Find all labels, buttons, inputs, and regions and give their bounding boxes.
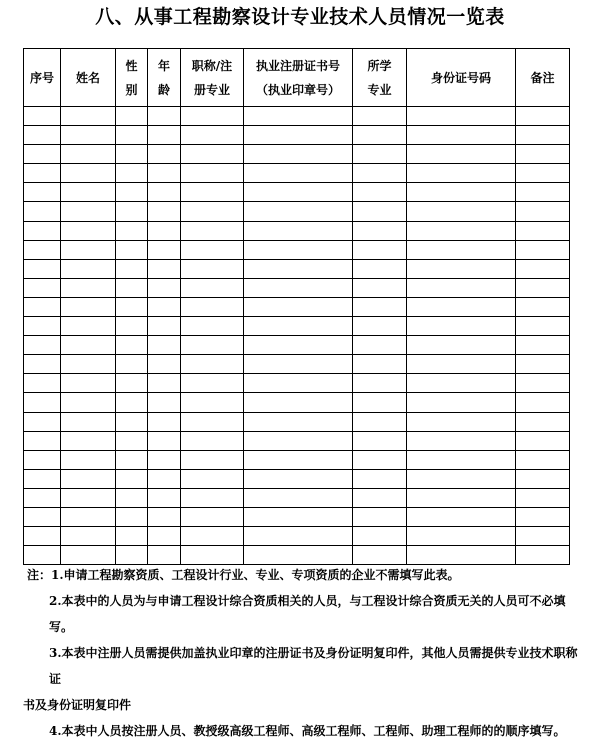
- table-row: [24, 126, 570, 145]
- table-cell: [353, 336, 407, 355]
- table-cell: [61, 317, 116, 336]
- table-row: [24, 355, 570, 374]
- table-cell: [116, 507, 148, 526]
- note-3-continued: 书及身份证明复印件: [23, 698, 132, 712]
- table-cell: [61, 240, 116, 259]
- table-cell: [24, 202, 61, 221]
- table-cell: [407, 183, 516, 202]
- table-cell: [181, 202, 244, 221]
- table-cell: [181, 355, 244, 374]
- table-cell: [116, 164, 148, 183]
- table-cell: [61, 297, 116, 316]
- table-cell: [244, 488, 353, 507]
- table-cell: [244, 278, 353, 297]
- table-cell: [24, 507, 61, 526]
- table-cell: [61, 355, 116, 374]
- table-cell: [61, 278, 116, 297]
- note-3: 3.本表中注册人员需提供加盖执业印章的注册证书及身份证明复印件，其他人员需提供专业技术职称证: [49, 646, 578, 686]
- table-cell: [181, 259, 244, 278]
- table-row: [24, 202, 570, 221]
- table-row: [24, 431, 570, 450]
- table-cell: [116, 374, 148, 393]
- table-cell: [353, 259, 407, 278]
- table-cell: [516, 107, 570, 126]
- header-gender: 性 别: [116, 49, 148, 107]
- table-cell: [24, 527, 61, 546]
- table-cell: [181, 317, 244, 336]
- table-cell: [116, 240, 148, 259]
- table-cell: [407, 221, 516, 240]
- table-cell: [24, 107, 61, 126]
- table-cell: [407, 450, 516, 469]
- table-cell: [24, 374, 61, 393]
- table-cell: [61, 145, 116, 164]
- table-cell: [516, 240, 570, 259]
- table-cell: [407, 145, 516, 164]
- table-cell: [407, 412, 516, 431]
- table-cell: [116, 107, 148, 126]
- table-cell: [148, 202, 181, 221]
- table-cell: [244, 107, 353, 126]
- table-cell: [24, 317, 61, 336]
- table-row: [24, 164, 570, 183]
- header-id-number: 身份证号码: [407, 49, 516, 107]
- header-name: 姓名: [61, 49, 116, 107]
- table-cell: [181, 450, 244, 469]
- table-cell: [407, 431, 516, 450]
- table-cell: [181, 393, 244, 412]
- table-cell: [148, 469, 181, 488]
- table-cell: [244, 183, 353, 202]
- table-cell: [244, 145, 353, 164]
- table-cell: [181, 336, 244, 355]
- table-cell: [116, 259, 148, 278]
- table-cell: [148, 183, 181, 202]
- table-cell: [516, 221, 570, 240]
- table-cell: [244, 374, 353, 393]
- table-cell: [353, 469, 407, 488]
- table-cell: [244, 355, 353, 374]
- table-cell: [407, 297, 516, 316]
- table-cell: [116, 145, 148, 164]
- table-cell: [244, 450, 353, 469]
- table-cell: [24, 297, 61, 316]
- table-cell: [353, 278, 407, 297]
- table-cell: [407, 393, 516, 412]
- table-row: [24, 527, 570, 546]
- table-cell: [116, 183, 148, 202]
- table-cell: [148, 412, 181, 431]
- table-cell: [181, 164, 244, 183]
- table-cell: [407, 164, 516, 183]
- table-cell: [407, 507, 516, 526]
- table-cell: [61, 450, 116, 469]
- table-cell: [24, 145, 61, 164]
- table-cell: [244, 202, 353, 221]
- table-cell: [353, 393, 407, 412]
- table-cell: [181, 278, 244, 297]
- table-cell: [407, 527, 516, 546]
- table-cell: [516, 183, 570, 202]
- table-cell: [181, 488, 244, 507]
- table-cell: [516, 355, 570, 374]
- table-cell: [61, 221, 116, 240]
- table-cell: [516, 450, 570, 469]
- table-cell: [148, 164, 181, 183]
- header-serial-number: 序号: [24, 49, 61, 107]
- table-cell: [181, 469, 244, 488]
- table-cell: [148, 240, 181, 259]
- table-cell: [148, 297, 181, 316]
- table-cell: [61, 431, 116, 450]
- table-cell: [244, 527, 353, 546]
- table-row: [24, 183, 570, 202]
- table-cell: [24, 431, 61, 450]
- table-cell: [353, 450, 407, 469]
- table-cell: [516, 412, 570, 431]
- table-cell: [61, 374, 116, 393]
- table-cell: [24, 412, 61, 431]
- table-cell: [516, 202, 570, 221]
- header-row: [24, 49, 570, 107]
- table-cell: [148, 221, 181, 240]
- table-cell: [244, 317, 353, 336]
- table-cell: [244, 431, 353, 450]
- table-cell: [516, 393, 570, 412]
- table-row: [24, 507, 570, 526]
- table-cell: [116, 431, 148, 450]
- table-cell: [24, 450, 61, 469]
- table-cell: [353, 297, 407, 316]
- table-cell: [181, 297, 244, 316]
- table-cell: [181, 431, 244, 450]
- table-cell: [61, 164, 116, 183]
- table-cell: [353, 355, 407, 374]
- table-cell: [516, 336, 570, 355]
- table-cell: [181, 183, 244, 202]
- table-row: [24, 278, 570, 297]
- table-cell: [353, 412, 407, 431]
- table-cell: [181, 221, 244, 240]
- table-cell: [516, 145, 570, 164]
- table-cell: [148, 126, 181, 145]
- note-4: 4.本表中人员按注册人员、教授级高级工程师、高级工程师、工程师、助理工程师的的顺序填写。: [49, 724, 566, 738]
- table-cell: [24, 393, 61, 412]
- table-cell: [148, 527, 181, 546]
- table-cell: [353, 374, 407, 393]
- table-row: [24, 412, 570, 431]
- table-cell: [244, 336, 353, 355]
- table-cell: [148, 488, 181, 507]
- table-cell: [516, 488, 570, 507]
- table-row: [24, 488, 570, 507]
- table-cell: [181, 527, 244, 546]
- table-cell: [24, 469, 61, 488]
- table-cell: [61, 259, 116, 278]
- table-cell: [116, 202, 148, 221]
- table-cell: [407, 317, 516, 336]
- table-cell: [516, 278, 570, 297]
- table-cell: [116, 469, 148, 488]
- table-cell: [353, 145, 407, 164]
- table-cell: [61, 107, 116, 126]
- table-cell: [61, 336, 116, 355]
- table-cell: [148, 278, 181, 297]
- table-cell: [181, 107, 244, 126]
- table-cell: [61, 393, 116, 412]
- table-cell: [24, 126, 61, 145]
- table-cell: [24, 488, 61, 507]
- table-cell: [407, 278, 516, 297]
- header-major-studied: 所学 专业: [353, 49, 407, 107]
- table-cell: [407, 259, 516, 278]
- table-cell: [148, 431, 181, 450]
- table-cell: [148, 355, 181, 374]
- table-row: [24, 107, 570, 126]
- table-cell: [24, 259, 61, 278]
- header-age: 年 龄: [148, 49, 181, 107]
- table-cell: [516, 297, 570, 316]
- table-cell: [516, 469, 570, 488]
- table-row: [24, 259, 570, 278]
- table-cell: [61, 126, 116, 145]
- table-cell: [148, 145, 181, 164]
- table-cell: [24, 355, 61, 374]
- table-cell: [148, 317, 181, 336]
- table-cell: [181, 507, 244, 526]
- table-cell: [407, 126, 516, 145]
- note-1: 注：1.申请工程勘察资质、工程设计行业、专业、专项资质的企业不需填写此表。: [27, 568, 460, 582]
- table-cell: [148, 336, 181, 355]
- table-cell: [353, 202, 407, 221]
- table-row: [24, 317, 570, 336]
- table-row: [24, 469, 570, 488]
- table-cell: [116, 336, 148, 355]
- table-cell: [407, 374, 516, 393]
- table-cell: [353, 527, 407, 546]
- table-cell: [61, 507, 116, 526]
- table-cell: [148, 450, 181, 469]
- table-cell: [116, 393, 148, 412]
- table-cell: [24, 221, 61, 240]
- table-cell: [353, 221, 407, 240]
- table-cell: [148, 259, 181, 278]
- table-cell: [244, 469, 353, 488]
- table-cell: [61, 183, 116, 202]
- table-cell: [181, 374, 244, 393]
- table-cell: [61, 527, 116, 546]
- table-cell: [353, 107, 407, 126]
- table-cell: [244, 412, 353, 431]
- table-cell: [407, 240, 516, 259]
- table-cell: [407, 488, 516, 507]
- table-cell: [24, 278, 61, 297]
- table-cell: [116, 412, 148, 431]
- table-row: [24, 374, 570, 393]
- table-cell: [116, 317, 148, 336]
- table-cell: [407, 469, 516, 488]
- table-cell: [24, 240, 61, 259]
- table-cell: [116, 355, 148, 374]
- table-cell: [116, 527, 148, 546]
- page-title: 八、从事工程勘察设计专业技术人员情况一览表: [95, 6, 505, 28]
- table-cell: [24, 183, 61, 202]
- table-cell: [148, 507, 181, 526]
- table-cell: [244, 393, 353, 412]
- table-cell: [116, 221, 148, 240]
- table-cell: [353, 183, 407, 202]
- header-remarks: 备注: [516, 49, 570, 107]
- table-cell: [516, 431, 570, 450]
- table-cell: [516, 259, 570, 278]
- table-cell: [181, 240, 244, 259]
- table-cell: [24, 336, 61, 355]
- header-certificate-number: 执业注册证书号 （执业印章号）: [244, 49, 353, 107]
- table-cell: [407, 202, 516, 221]
- personnel-table: [23, 48, 570, 565]
- table-cell: [61, 488, 116, 507]
- table-row: [24, 393, 570, 412]
- table-cell: [116, 278, 148, 297]
- table-cell: [116, 488, 148, 507]
- header-title-registered-major: 职称/注 册专业: [181, 49, 244, 107]
- table-cell: [407, 336, 516, 355]
- table-row: [24, 297, 570, 316]
- note-2: 2.本表中的人员为与申请工程设计综合资质相关的人员，与工程设计综合资质无关的人员可不必填写。: [49, 594, 566, 634]
- table-cell: [353, 431, 407, 450]
- table-cell: [353, 488, 407, 507]
- table-cell: [244, 297, 353, 316]
- table-cell: [116, 297, 148, 316]
- table-cell: [181, 126, 244, 145]
- table-cell: [407, 107, 516, 126]
- table-cell: [244, 240, 353, 259]
- table-row: [24, 450, 570, 469]
- table-cell: [148, 374, 181, 393]
- table-row: [24, 240, 570, 259]
- table-cell: [116, 126, 148, 145]
- table-cell: [516, 527, 570, 546]
- table-cell: [181, 145, 244, 164]
- table-cell: [148, 393, 181, 412]
- table-cell: [24, 164, 61, 183]
- table-cell: [181, 412, 244, 431]
- table-cell: [353, 164, 407, 183]
- table-cell: [353, 507, 407, 526]
- table-cell: [244, 507, 353, 526]
- table-cell: [407, 355, 516, 374]
- table-cell: [516, 126, 570, 145]
- table-cell: [244, 164, 353, 183]
- table-cell: [116, 450, 148, 469]
- table-row: [24, 221, 570, 240]
- table-cell: [516, 374, 570, 393]
- table-cell: [61, 469, 116, 488]
- table-cell: [61, 202, 116, 221]
- table-cell: [61, 412, 116, 431]
- table-cell: [244, 221, 353, 240]
- table-cell: [244, 259, 353, 278]
- table-cell: [516, 317, 570, 336]
- table-cell: [353, 317, 407, 336]
- table-row: [24, 145, 570, 164]
- table-cell: [244, 126, 353, 145]
- table-row: [24, 336, 570, 355]
- table-cell: [516, 164, 570, 183]
- table-cell: [516, 507, 570, 526]
- table-cell: [148, 107, 181, 126]
- table-cell: [353, 240, 407, 259]
- notes: [23, 562, 583, 744]
- table-cell: [353, 126, 407, 145]
